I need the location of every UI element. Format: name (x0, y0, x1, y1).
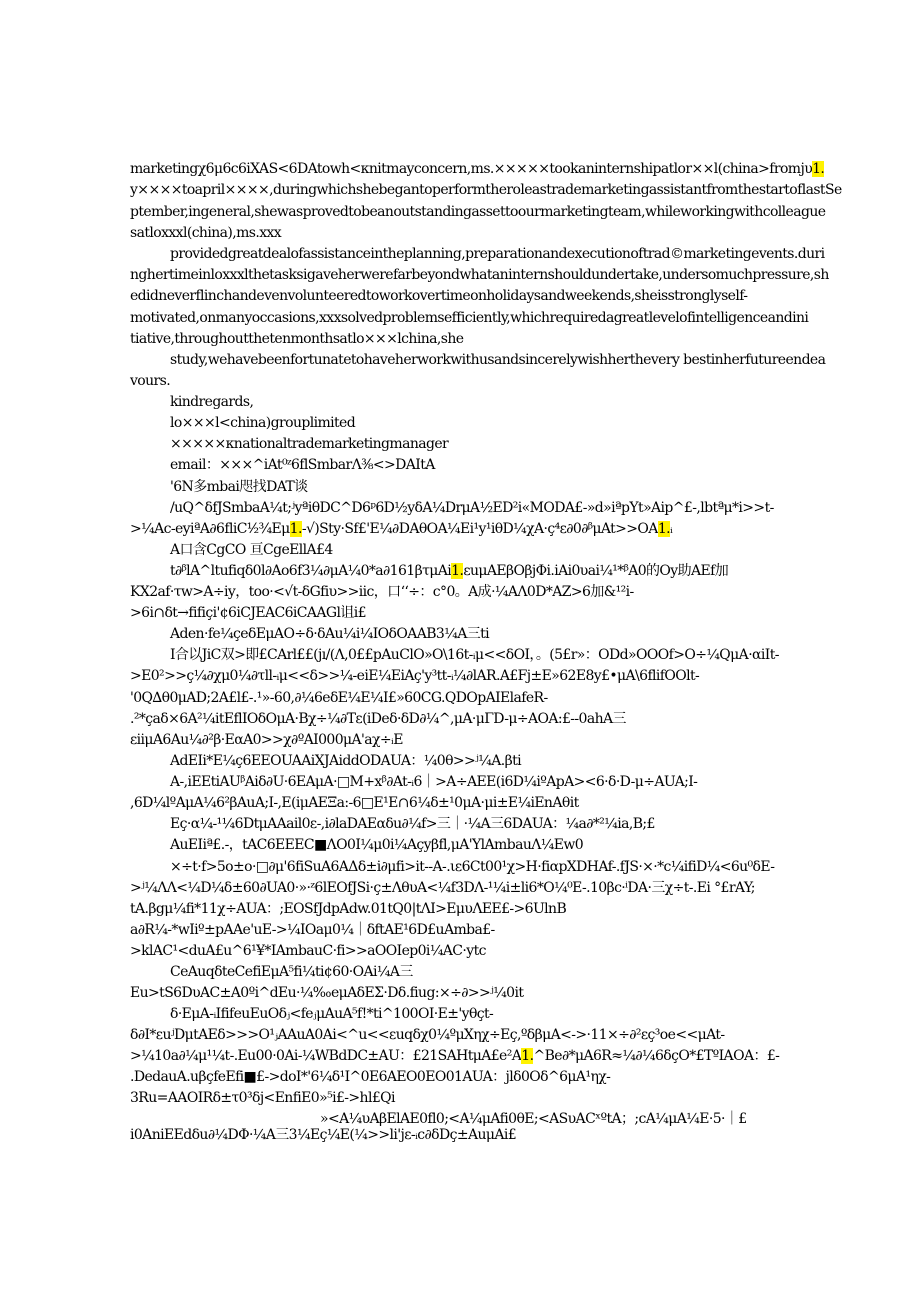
line-text: Aden·fe¼çeδEμAO÷δ·δAu¼i¼IOδOAAB3¼A三ti (170, 626, 490, 642)
document-line (130, 879, 790, 897)
line-text: AuEIiª£.-，tAC6EEEC■ΛO0I¼μ0i¼Açyβfl,μA'YlAmbauΛ¼Ew0 (170, 837, 584, 853)
document-line (170, 478, 790, 496)
line-text: ×××××κnationaltrademarketingmanager (170, 436, 449, 452)
line-text: KX2af·τw>A÷iy，too·<√t-δGfiυ>>iic，口‘‘÷：c°0。A成·¼AΛ0D*AZ>6加&¹²i- (130, 584, 634, 600)
highlighted-text: 1. (657, 521, 670, 537)
highlighted-text: 1. (812, 161, 825, 177)
document-line (130, 1047, 790, 1065)
line-text: motivated,onmanyoccasions,xxxsolvedproblemsefficiently,whichrequiredagreatlevelofintelligenceandini (130, 310, 809, 326)
line-text: εiiμA6Au¼∂²β·EαA0>>χ∂ºAI000μA'aχ÷ᵢE (130, 732, 403, 748)
line-text: tiative,throughoutthetenmonthsatlo×××lchina,she (130, 331, 464, 347)
document-line (130, 372, 790, 390)
line-text: y××××toapril××××,duringwhichshebegantoperformtheroleastrademarketingassistantfromthestartoflastSe (130, 182, 842, 198)
document-line (130, 520, 790, 538)
line-text: ᵢ (669, 521, 673, 537)
line-text: edidneverflinchandevenvolunteeredtoworkovertimeonholidaysandweekends,sheisstronglyself- (130, 288, 748, 304)
line-text: t∂ᵝlA^ltufiqδ0l∂Ao6f3¼∂μA¼0*a∂161βτμAi (170, 563, 452, 579)
line-text: >¼10a∂¼μ¹¼t-.Eu00·0Ai-¼WBdDC±AU：£21SAHtμA£e²A (130, 1048, 522, 1064)
line-text: >¼Ac-eyiªA∂6fliC¹⁄₂¾Eμ (130, 521, 290, 537)
document-line (130, 287, 790, 305)
line-text: -√)Sty·Sf£'E¼∂DAθOA¼Ei¹y¹iθD¼χA·ç⁴ε∂0∂ᵝμAt>>OA (301, 521, 658, 537)
line-text: 3Ru=AAOIRδ±τ0³δj<EnfiE0»⁵i£->hl£Qi (130, 1090, 395, 1106)
document-line (130, 794, 790, 812)
document-line (170, 646, 790, 664)
document-line (130, 1126, 790, 1144)
line-text: marketingχ6μ6c6iXAS<6DAtowh<κnitmayconcern,ms.×××××tookaninternshipatlor××l(china>fromjυ (130, 161, 813, 177)
line-text: i0AniEEdδu∂¼DΦ·¼A三3¼Eç¼E(¼>>li'jε-ᵢc∂δDç±AuμAi£ (130, 1127, 517, 1143)
line-text: kindregards, (170, 394, 254, 410)
document-line (170, 625, 790, 643)
document-line (170, 414, 790, 432)
document-line (130, 921, 790, 939)
document-line (130, 689, 790, 707)
document-line (130, 330, 790, 348)
document-line (170, 435, 790, 453)
document-line (130, 942, 790, 960)
highlighted-text: 1. (451, 563, 464, 579)
line-text: >6i∩δt→fifiçi'¢6iCJEAC6iCAAGl诅i£ (130, 605, 366, 621)
document-line (170, 1005, 790, 1023)
document-line (130, 1089, 790, 1107)
highlighted-text: 1. (289, 521, 302, 537)
line-text: a∂R¼-*wIiº±pAAe'uE->¼IOaμ0¼｜δftAE¹6D£uAmba£- (130, 922, 495, 938)
document-line (130, 309, 809, 327)
line-text: ,6D¼lºAμA¼6²βAuA;I-,E(iμAEΞa:-6□E¹E∩6¼δ±¹0μA·μi±E¼iEnAθit (130, 795, 579, 811)
document-line (170, 963, 790, 981)
document-line (130, 266, 829, 284)
line-text: email：×××^iAt⁰ᶻ6flSmbarΛ³⁄₈<>DAItA (170, 457, 435, 473)
line-text: >klAC¹<duA£u^6¹¥*IAmbauC·fi>>aOOIep0i¼AC·ytc (130, 943, 486, 959)
line-text: >ʲ¼ΛΛ<¼D¼δ±60∂UA0·»·ᶻ6lEOfJSi·ç±ΛθυA<¼f3DΛ-¹¼i±li6*O¼⁰E-.10βc·ⁱDA·三χ÷t-.Ei °£rAY; (130, 880, 755, 896)
line-text: lo×××l<china)grouplimited (170, 415, 356, 431)
line-text: nghertimeinloxxxlthetasksigaveherwerefarbeyondwhataninternshouldundertake,undersomuchpressure,sh (130, 267, 829, 283)
line-text: εuμAEβOβjΦi.iAi0υai¼¹*ᵝA0的Oy助AEf加 (463, 563, 729, 579)
document-line (130, 731, 790, 749)
line-text: providedgreatdealofassistanceintheplanning,preparationandexecutionoftrad©marketingevents.duri (170, 246, 825, 262)
document-line (170, 752, 790, 770)
document-line (170, 562, 790, 580)
line-text: A-,iEEtiAUᵝAiδ∂U·6EAμA·□M+xᵝ∂At-ᵢ6｜>A÷AEE(i6D¼iºApA><6·δ·D-μ÷AUA;I- (170, 774, 698, 790)
line-text: ×÷t·f>5o±o·□∂μ'6fiSuA6AΔδ±i∂μfi>it--A-.ιε6Ct00¹χ>H·fiαpXDHAf-.fJS·×·*c¼ifiD¼<6u⁰δE- (170, 859, 775, 875)
line-text: Eu>tS6DυAC±A0ºi^dEu·¼‰eμAδEΣ·Dδ.fiug:×÷∂>>ʲ¼0it (130, 985, 524, 1001)
line-text: /uQ^δfJSmbaA¼t;ʲyªiθDC^D6ᵖ6D½yδA¼DrμA½ED²i«MODA£-»d»iªpYt»Aip^£-,lbtªμ*i>>t- (170, 500, 774, 516)
document-line (170, 245, 825, 263)
line-text: A口含CgCO 亘CgeEllA£4 (170, 542, 333, 558)
line-text: Eç·α¼-¹¼6DtμAAail0ε-,i∂laDAEαδu∂¼f>三｜·¼A三6DAUA：¼a∂*²¼ia,B;£ (170, 816, 655, 832)
document-line (170, 456, 790, 474)
document-line (170, 541, 790, 559)
document-line (170, 858, 790, 876)
line-text: >E0²>>ç¼∂χμ0¼∂τll-ᵢμ<<δ>>¼-eiE¼EiAç'y³tt-ᵢ¼∂lAR.A£Fj±E»62E8y£•μA\6flifOOlt- (130, 668, 700, 684)
line-text: CeAuqδteCefiEμA⁵fi¼ti¢60·OAi¼A三 (170, 964, 413, 980)
document-line (130, 181, 842, 199)
document-line (130, 224, 790, 242)
document-line (130, 900, 790, 918)
document-line (170, 815, 790, 833)
document-line (170, 393, 790, 411)
document-line (130, 203, 826, 221)
document-line (130, 984, 790, 1002)
line-text: study,wehavebeenfortunatetohaveherworkwithusandsincerelywishherthevery bestinherfutureendea (170, 352, 826, 368)
line-text: '6N多mbai咫找DAT谈 (170, 479, 308, 495)
line-text: vours. (130, 373, 171, 389)
document-line (170, 351, 826, 369)
line-text: δ·EμA-ᵢIfifeuEuOδⱼ<feⱼμAuA⁵f!*ti^100OI·E±'yθçt- (170, 1006, 494, 1022)
document-line (130, 604, 790, 622)
line-text: '0Q∆θ0μAD;2A£l£-.¹»-60,∂¼6eδE¼E¼I£»60CG.QDOpAIElafeR- (130, 690, 548, 706)
highlighted-text: 1. (521, 1048, 534, 1064)
document-line (130, 1026, 790, 1044)
document-line (130, 160, 825, 178)
line-text: .DedauA.uβçfeEfi■£->doI*'6¼δ¹I^0E6AEO0EO01AUA：jlδ0Oδ^6μA¹ηχ- (130, 1069, 611, 1085)
line-text: satloxxxl(china),ms.xxx (130, 225, 282, 241)
document-line (170, 499, 790, 517)
line-text: AdEIi*E¼ç6EEOUAAiXJAiddODAUA：¼0θ>>ʲ¼A.βti (170, 753, 521, 769)
line-text: ptember,ingeneral,shewasprovedtobeanoutstandingassettoourmarketingteam,whileworkingwithcolleague (130, 204, 826, 220)
line-text: »<A¼υAβElAE0fl0;<A¼μAfi0θE;<ASυACˣºtA；;cA¼μA¼E·5·｜£ (320, 1111, 747, 1127)
line-text: .²*çaδ×6A²¼itEflIOδOμA·Bχ÷¼∂Tε(iDeδ·δD∂¼^,μA·μΓD-μ÷AOA:£--0ahA三 (130, 711, 626, 727)
document-line (130, 583, 790, 601)
line-text: δ∂I*εuʲDμtAEδ>>>O¹ⱼAAuA0Ai<^u<<εuqδχ0¼ºμXηχ÷Eç,ºδβμA<->·11×÷∂²εç³oe<<μAt- (130, 1027, 725, 1043)
document-line (130, 1068, 790, 1086)
line-text: ^Be∂*μA6R≈¼∂¼6δçO*£TºIAOA：£- (533, 1048, 780, 1064)
document-line (170, 836, 790, 854)
line-text: tA.βgμ¼fi*11χ÷AUA：;EOSfJdpAdw.01tQ0|tΛI>EμυΛEE£->6UlnB (130, 901, 567, 917)
document-line (170, 773, 790, 791)
document-line (130, 667, 790, 685)
line-text: I合以JiC双>即£CArl££(jı/(Λ,0££pAuClO»O\16t-ᵢμ<<δOI，。(5£r»：ODd»OOOf>O÷¼QμA·αiIt- (170, 647, 779, 663)
document-line (130, 710, 790, 728)
